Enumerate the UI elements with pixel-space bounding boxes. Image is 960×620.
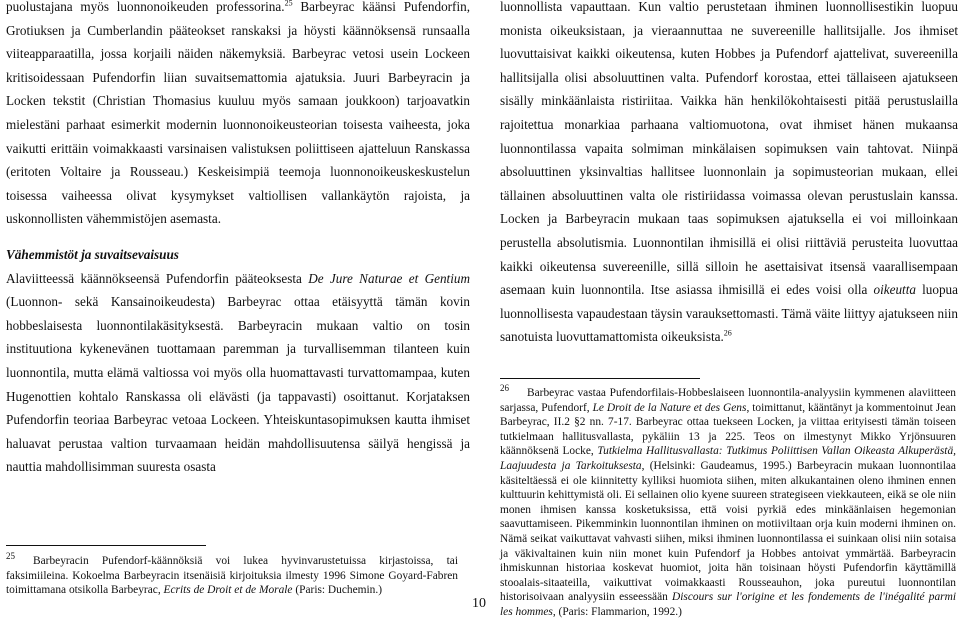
text-run: (Luonnon- sekä Kansainoikeudesta) Barbeyrac ottaa etäisyyttä tämän kovin hobbeslaisesta luonnontilakäsityksestä. Barbeyracin mukaan valtio on tosin instituutiona kykenevänen tuottamaan paremman ja turvallisemman tilanteen kuin luonnontila, mutta elämä valtiossa voi myös olla huomattavasti turvattomampaa, kuten Hugenottien kohtalo Ranskassa oli elävästi (ja tappavasti) osoittanut. Korjataksen Pufendorfin teoriaa Barbeyrac vetoaa Lockeen. Yhteiskuntasopimuksen kautta ihmiset haluavat perustaa valtion turvaamaan heidän mahdollisuutensa säilyä hengissä ja nauttia mahdollisimman suuresta osasta [6, 294, 470, 475]
text-run: luopua luonnollisesta vapaudestaan täysin varauksettomasti. Tämä väite liittyy ajatukseen niin sanotuista luovuttamattomista oikeuksista. [500, 282, 958, 345]
footnote-number: 25 [6, 551, 15, 562]
footnote-title: Discours sur l'origine et les fondements de l'inégalité parmi les hommes [500, 591, 956, 618]
footnote-title: Ecrits de Droit et de Morale [163, 584, 293, 597]
left-column [6, 0, 470, 479]
footnote-ref-26[interactable]: 26 [723, 328, 732, 338]
text-run: Alaviitteessä käännökseensä Pufendorfin pääteoksesta [6, 270, 309, 286]
left-paragraph-1 [6, 0, 470, 231]
right-paragraph-1 [500, 0, 958, 349]
footnote-divider-right [500, 378, 700, 379]
text-run: puolustajana myös luonnonoikeuden professorina. [6, 0, 285, 14]
book-title: De Jure Naturae et Gentium [308, 270, 471, 286]
footnote-number: 26 [500, 383, 509, 394]
footnote-text: , (Helsinki: Gaudeamus, 1995.) Barbeyracin mukaan luonnontilaa käsiteltäessä ei ole kiinnitetty kylliksi huomiota siihen, miten alkukantainen oleno ihminen ennen kulttuurin kehittymistä oli. Ei sellainen olio kyene suureen strategiseen viekkauteen, eikä se ole niin monen ihmisen kanssa kosketuksissa, että voisi pyrkiä edes minkäänlaisen hegemonian saavuttamiseen. Pikemminkin luonnontilan ihminen on motiiviltaan orja kuin moderni ihminen on. Nämä seikat vaikuttavat vahvasti siihen, miksi ihminen luonnontilassa ei suinkaan olisi niin sotaisa ja väkivaltainen kuin niin monet kuin Pufendorf ja Hobbes antoivat ymmärtää. Barbeyracin ihmiskunnan historiaa koskevat huomiot, joita hän toisinaan höysti Pufendorfin käyttämillä stooalais-sitaateilla, vaikuttivat voimakkaasti Rousseauhon, joka pureutui luonnontilan historisoivaan analyysiin esseessään [500, 459, 956, 604]
text-run: Barbeyrac käänsi Pufendorfin, Grotiuksen ja Cumberlandin pääteokset ranskaksi ja höysti käännöksensä runsaalla viiteapparaatilla, jossa korjaili näiden näkemyksiä. Barbeyrac vetosi usein Lockeen kritisoidessaan Pufendorfin liian suvaitsemattomia ajatuksia. Juuri Barbeyracin ja Locken tekstit (Christian Thomasius kuuluu myös samaan joukkoon) tarjoavatkin mielestäni parhaat esimerkit modernin luonnonoikeusteorian toisesta vaiheesta, joka vaikutti erittäin voimakkaasti varsinaisen valistuksen poliittiseen ajatteluun Ranskassa (eritoten Voltaire ja Rousseau.) Keskeisimpiä teemoja luonnonoikeuskeskustelun toisessa vaiheessa olivat kysymykset valtiollisen vallankäytön rajoista, ja uskonnollisten vähemmistöjen asemasta. [6, 0, 470, 227]
footnote-title: Le Droit de la Nature et des Gens [592, 401, 747, 414]
left-paragraph-2 [6, 267, 470, 479]
footnote-divider-left [6, 545, 206, 546]
page-number: 10 [472, 596, 486, 611]
emphasis-word: oikeutta [873, 282, 916, 298]
footnote-text: , (Paris: Flammarion, 1992.) [552, 605, 682, 618]
footnote-text: (Paris: Duchemin.) [292, 584, 383, 597]
footnote-26 [500, 383, 956, 620]
footnote-25 [6, 551, 458, 598]
footnote-text: Barbeyrac vastaa Pufendorfilais-Hobbeslaiseen luonnontila-analyysiin kymmenen alaviitteen sarjassa, Pufendorf, [500, 387, 956, 414]
right-column [500, 0, 958, 349]
footnote-title: Tutkielma Hallitusvallasta: Tutkimus Poliittisen Vallan Oikeasta Alkuperästä, Laajuudesta ja Tarkoituksesta [500, 445, 956, 472]
section-heading: Vähemmistöt ja suvaitsevaisuus [6, 246, 179, 262]
footnote-text: Barbeyracin Pufendorf-käännöksiä voi lukea hyvinvarustetuissa kirjastoissa, tai faksimiileina. Kokoelma Barbeyracin itsenäisiä kirjoituksia ilmesty 1996 Simone Goyard-Fabren toimittamana otsikolla Barbeyrac, [6, 555, 458, 597]
footnote-ref-25[interactable]: 25 [284, 0, 293, 8]
footnote-text: , toimittanut, kääntänyt ja kommentoinut Jean Barbeyrac, II.2 §2 nn. 7-17. Barbeyrac ottaa tuekseen Locken, ja viittaa erityisesti tämän toiseen tutkielmaan hallitusvallasta, pykäliin 13 ja 225. Teos on ilmestynyt Mikko Yrjönsuuren käännöksenä Locke, [500, 401, 956, 458]
text-run: luonnollista vapauttaan. Kun valtio perustetaan ihminen luonnollisestikin luopuu monista oikeuksistaan, ja vieraannuttaa ne suvereenille hallitsijalle. Jos ihmiset luovuttaisivat kaikki oikeutensa, kuten Hobbes ja Pufendorf ajattelivat, suvereenilla hallitsijalla olisi absoluuttinen valta. Pufendorf korostaa, ettei tällaiseen ajatukseen sisälly minkäänlaista ristiriitaa. Vaikka hän henkilökohtaisesti pitää perustuslailla rajoitettua monarkiaa parhaana valtiomuotona, ovat ihmiset hänen mukaansa luonnontilassa vapaita solmiman minkälaisen sopimuksen vain tahtovat. Niinpä absoluuttinen yksinvaltias hallitsee luonnonlain ja sopimusteorian mukaan, ellei tällainen absoluuttinen valta ole ristiriidassa voimassa olevan perustuslain kanssa. Locken ja Barbeyracin mukaan taas sopimuksen ajatuksella ei voi milloinkaan perustella absolutismia. Luonnontilan ihmisillä ei olisi riittäviä perusteita luovuttaa kaikki oikeutensa suvereenille, sillä silloin he asettaisivat itsensä vaarallisempaan asemaan kuin luonnontila. Itse asiassa ihmisillä ei edes voisi olla [500, 0, 958, 298]
